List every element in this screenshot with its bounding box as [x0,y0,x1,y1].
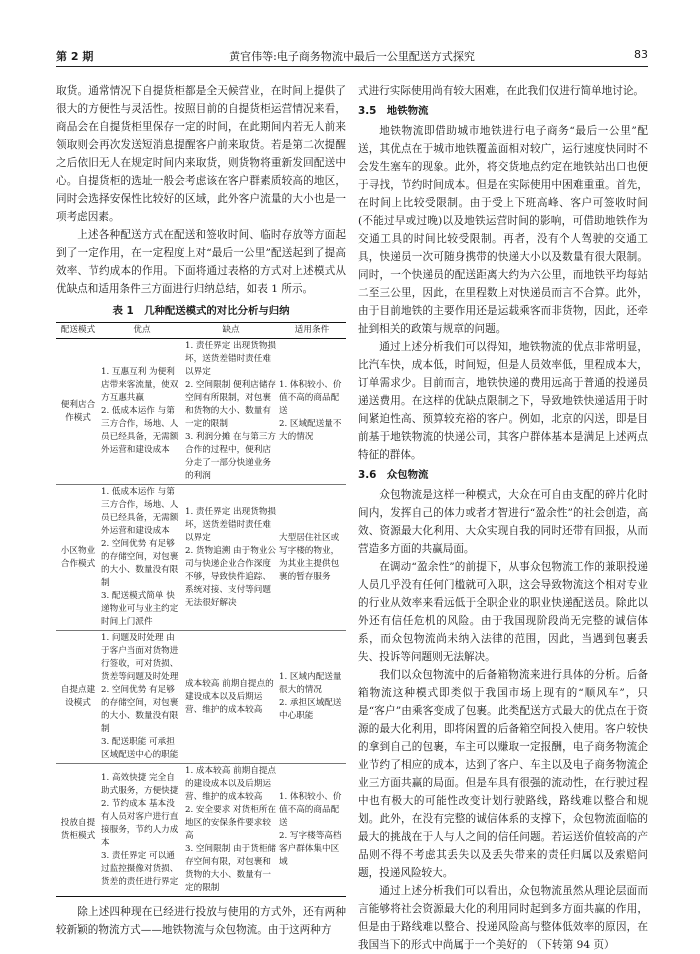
table-row [56,764,346,897]
pros-cell [100,764,184,897]
pros-cell [100,485,184,631]
mode-cell: 小区物业合作模式 [56,485,100,631]
cons-item: 3. 利润分摊 在与第三方合作的过程中，便利店分走了一部分快递业务的利润 [185,432,277,481]
pros-cell [100,631,184,764]
conditions-item: 大型居住社区或写字楼的物业，为其业主提供包裹的暂存服务 [279,532,340,582]
pros-item: 2. 低成本运作 与第三方合作，场地、人员已经具备，无需额外运营和建设成本 [101,406,179,455]
table-header-row [56,323,346,339]
cons-item: 1. 责任界定 出现货物损坏，送货差错时责任难以界定 [185,506,277,543]
column-header: 配送模式 [56,323,100,339]
pros-item: 2. 空间优势 有足够的存储空间，对包裹的大小、数量没有限制 [101,539,179,588]
mode-cell: 便利店合作模式 [56,339,100,485]
page-number: 83 [634,48,648,61]
conditions-item: 2. 区域配送量不大的情况 [279,419,342,442]
pros-item: 2. 节约成本 基本没有人员对客户进行直接服务，节约人力成本 [101,798,179,848]
paragraph: 地铁物流即借助城市地铁进行电子商务“最后一公里”配送，其优点在于城市地铁覆盖面相对较广，运行速度快同时不会发生塞车的现象。此外，将交货地点约定在地铁站出口也便于寻找，节约时间成本。但是在实际使用中困难重重。首先，在时间上比较受限制。由于受上下班高峰、客户可签收时间(不能过早或过晚)以及地铁运营时间的影响，可借助地铁作为交通工具的时间比较受限制。再者，没有个人驾驶的交通工具，快递员一次可随身携带的快递大小以及数量有很大限制。同时，一个快递员的配送距离大约为六公里，而地铁平均每站二至三公里，因此，在里程数上对快递员而言不合算。此外，由于目前地铁的主要作用还是运载乘客而非货物，因此，还牵扯到相关的政策与规章的问题。 [358,125,648,335]
cons-item: 2. 空间限制 便利店储存空间有所限制，对包裹和货物的大小、数量有一定的限制 [185,380,277,429]
running-title: 黄官伟等:电子商务物流中最后一公里配送方式探究 [229,50,475,63]
left-column [56,82,346,939]
conditions-cell [278,485,346,631]
cons-item: 1. 成本较高 前期自提点的建设成本以及后期运营、维护的成本较高 [185,766,277,802]
conditions-item: 1. 体积较小、价值不高的商品配送 [279,380,342,416]
paragraph-text: 通过上述分析我们可以看出，众包物流虽然从理论层面而言能够将社会资源最大化的利用同时起到多方面共赢的作用，但是由于路线难以整合、投递风险高与整体低效率的原因，在我国当下的形式中尚属于一个美好的 [358,885,648,951]
cons-item: 1. 责任界定 出现货物损坏，送货差错时责任难以界定 [185,341,277,377]
paragraph [358,882,648,954]
pros-item: 1. 互惠互利 为便利店带来客流量，使双方互惠共赢 [101,367,179,403]
mode-cell: 投放自提货柜模式 [56,764,100,897]
pros-cell [100,339,184,485]
cons-cell [184,631,278,764]
column-header: 优点 [100,323,184,339]
paragraph: 我们以众包物流中的后备箱物流来进行具体的分析。后备箱物流这种模式即类似于我国市场上现有的“顺风车”，只是“客户”由乘客变成了包裹。此类配送方式最大的优点在于资源的最大化利用，即将闲置的后备箱空间投入使用。客户较快的拿到自己的包裹，车主可以赚取一定报酬，电子商务物流企业节约了相应的成本，达到了客户、车主以及电子商务物流企业三方面共赢的局面。但是车具有很强的流动性，在行驶过程中也有极大的可能性改变计划行驶路线，路线难以整合和规划。此外，在没有完整的诚信体系的支撑下，众包物流面临的最大的挑战在于人与人之间的信任问题。若运送价值较高的产品则不得不考虑其丢失以及丢失带来的责任归属以及索赔问题，投递风险较大。 [358,669,648,879]
paragraph: 上述各种配送方式在配送和签收时间、临时存放等方面起到了一定作用，在一定程度上对“最后一公里”配送起到了提高效率、节约成本的作用。下面将通过表格的方式对上述模式从优缺点和适用条件三方面进行归纳总结，如表 1 所示。 [56,229,346,295]
conditions-cell [278,631,346,764]
cons-item: 2. 安全要求 对货柜所在地区的安保条件要求较高 [185,805,277,841]
table-title: 表 1 几种配送模式的对比分析与归纳 [112,305,290,317]
pros-item: 2. 空间优势 有足够的存储空间，对包裹的大小、数量没有限制 [101,685,179,734]
cons-item: 成本较高 前期自提点的建设成本以及后期运营、维护的成本较高 [185,678,274,715]
column-header: 适用条件 [278,323,346,339]
pros-item: 3. 配送职能 可承担区域配送中心的职能 [101,737,179,760]
cons-cell [184,764,278,897]
paragraph: 众包物流是这样一种模式，大众在可自由支配的碎片化时间内，发挥自己的体力或者才智进行“盈余性”的社会创造，高效、资源最大化利用、大众实现自我的同时还带有回报，从而营造多方面的共赢局面。 [358,489,648,555]
paragraph: 取货。通常情况下自提货柜都是全天候营业，在时间上提供了很大的方便性与灵活性。按照目前的自提货柜运营情况来看，商品会在自提货柜里保存一定的时间，在此期间内若无人前来领取则会再次发送短消息提醒客户前来取货。若是第二次提醒之后依旧无人在规定时间内来取货，则货物将重新发回配送中心。自提货柜的选址一般会考虑该在客户群素质较高的地区，同时会选择安保性比较好的区域，此外客户流量的大小也是一项考虑因素。 [56,85,346,223]
cons-item: 2. 货物追溯 由于物业公司与快递企业合作深度不够，导致快件追踪、系统对接、支付等问题无法很好解决 [185,545,277,608]
table-row [56,631,346,764]
mode-cell: 自提点建设模式 [56,631,100,764]
conditions-item: 1. 区域内配送量很大的情况 [279,672,342,695]
pros-item: 3. 配送模式简单 快递物业可与业主约定时间上门派件 [101,591,179,627]
pros-item: 3. 责任界定 可以通过监控摄像对货损、货差的责任进行界定 [101,850,179,887]
pros-item: 1. 问题及时处理 由于客户当面对货物进行签收，可对货损、货差等问题及时处理 [101,633,179,682]
section-heading: 3.5 地铁物流 [358,105,429,117]
page-header [56,44,648,67]
table-row [56,339,346,485]
conditions-cell [278,339,346,485]
cons-cell [184,485,278,631]
paragraph: 除上述四种现在已经进行投放与使用的方式外，还有两种较新颖的物流方式——地铁物流与众包物流。由于这两种方 [56,906,346,936]
continued-note: （下转第 94 页） [530,939,615,951]
paragraph: 通过上述分析我们可以得知，地铁物流的优点非常明显，比汽车快，成本低，时间短，但是人员效率低，里程成本大，订单需求少。目前而言，地铁快递的费用远高于普通的投递员递送费用。在这样的优缺点限制之下，导致地铁快递适用于时间紧迫性高、预算较充裕的客户。例如，北京的闪送，即是目前基于地铁物流的快递公司，其客户群体基本是满足上述两点特征的群体。 [358,341,648,461]
conditions-item: 1. 体积较小、价值不高的商品配送 [279,792,342,828]
right-column [358,82,648,954]
pros-item: 1. 低成本运作 与第三方合作，场地、人员已经具备，无需额外运营和建设成本 [101,487,179,536]
conditions-item: 2. 承担区域配送中心职能 [279,698,342,721]
section-heading: 3.6 众包物流 [358,469,429,481]
table-row [56,485,346,631]
cons-item: 3. 空间限制 由于货柜储存空间有限，对包裹和货物的大小、数量有一定的限制 [185,844,277,893]
cons-cell [184,339,278,485]
conditions-item: 2. 写字楼等高档客户群体集中区域 [279,831,342,867]
pros-item: 1. 高效快捷 完全自助式服务，方便快捷 [101,772,179,796]
paragraph: 式进行实际使用尚有较大困难，在此我们仅进行简单地讨论。 [358,85,645,97]
column-header: 缺点 [184,323,278,339]
issue-number: 第 2 期 [56,50,94,63]
paragraph: 在调动“盈余性”的前提下，从事众包物流工作的兼职投递人员几乎没有任何门槛就可入职，这会导致物流这个相对专业的行业从效率来看远低于全职企业的职业快递配送员。除此以外还有信任危机的风险。由于我国现阶段尚无完整的诚信体系，而众包物流尚未纳入法律的范围，因此，当遇到包裹丢失、投诉等问题则无法解决。 [358,561,648,663]
comparison-table [56,322,346,897]
conditions-cell [278,764,346,897]
